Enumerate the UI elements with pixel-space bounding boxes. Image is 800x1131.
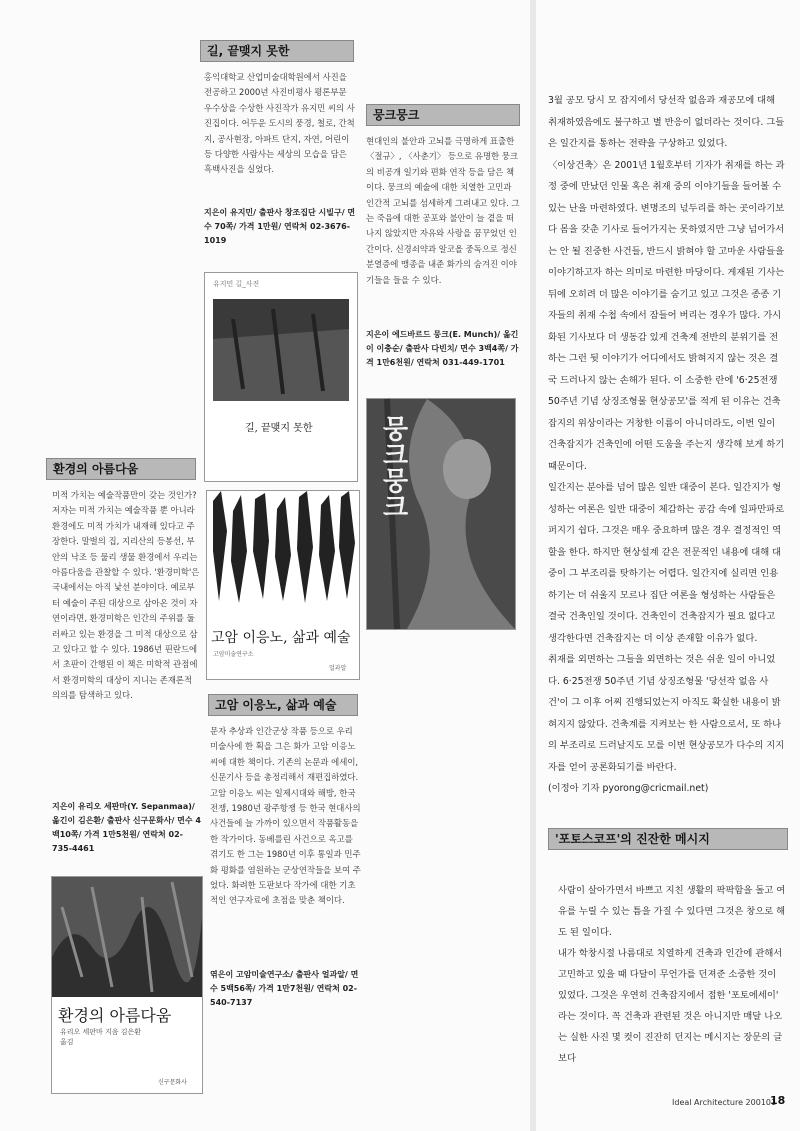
review-body-environment: 미적 가치는 예술작품만이 갖는 것인가? 저자는 미적 가치는 예술작품 뿐 아니라 환경에도 미적 가치가 내재해 있다고 주장한다. 말벌의 집, 지리산의 등봉선, 부안의 낙조 등 물리 생물 환경에서 우리는 아름다움을 관찰할 수 있다. '환경미학'은 국내에서는 아직 낯선 분야이다. 예로부터 예술이 주된 대상으로 삼아온 것이 자연이라면, 환경미학은 인간의 주위를 둘러싸고 있는 환경을 그 미적 대상으로 삼고 있다고 할 수 있다. 1986년 핀란드에서 초판이 간행된 이 책은 미학적 관점에서 환경미학의 대상이 지니는 존재론적 의의를 탐색하고 있다. bbox=[52, 490, 200, 701]
cover-publisher-goam: 얼과알 bbox=[329, 665, 347, 672]
section-body-photoscope bbox=[558, 880, 786, 1090]
section-heading-photoscope: '포토스코프'의 진잔한 메시지 bbox=[548, 828, 788, 850]
review-heading-environment: 환경의 아름다움 bbox=[46, 458, 196, 480]
cover-photo-road bbox=[213, 299, 349, 401]
book-cover-environment bbox=[51, 876, 203, 1094]
page-number: 18 bbox=[770, 1094, 786, 1107]
cover-publisher-environment: 신구문화사 bbox=[158, 1079, 187, 1086]
cover-art-environment bbox=[52, 877, 202, 997]
page-gutter bbox=[530, 0, 536, 1131]
cover-sub-environment: 유리오 세판마 지음 김은환 옮김 bbox=[60, 1028, 142, 1046]
article-paragraph: 일간지는 분야를 넘어 많은 일반 대중이 본다. 일간지가 형성하는 여론은 일반 대중이 체감하는 공감 속에 일파만파로 퍼지기 쉽다. 그것은 매우 중요하며 많은 경우 결정적인 역할을 한다. 하지만 현상설계 같은 전문적인 내용에 대해 대중이 그 부조리를 탓하기는 어렵다. 일간지에 실리면 인용하기는 더 쉬울지 모르나 집단 여론을 형성하는 사람들은 결국 건축인일 것이다. 건축인이 건축잡지가 필요 없다고 생각한다면 건축잡지는 더 이상 존재할 이유가 없다. bbox=[548, 482, 785, 644]
review-heading-road: 길, 끝맺지 못한 bbox=[200, 40, 354, 62]
review-info-environment: 지은이 유리오 세판마(Y. Sepanmaa)/ 옮긴이 김은환/ 출판사 신구문화사/ 면수 4백10쪽/ 가격 1만5천원/ 연락처 02-735-4461 bbox=[52, 802, 201, 853]
cover-art-goam bbox=[207, 491, 359, 611]
review-info-munch: 지은이 에드바르드 뭉크(E. Munch)/ 옮긴이 이충순/ 출판사 다빈치/ 면수 3백4쪽/ 가격 1만6천원/ 연락처 031-449-1701 bbox=[366, 330, 519, 367]
section-paragraph: 내가 학창시절 나름대로 치열하게 건축과 인간에 관해서 고민하고 있을 때 다달이 무언가를 던져준 소중한 것이 있었다. 그것은 우연히 건축잡지에서 접한 '포토에세이' 라는 것이다. 꼭 건축과 관련된 것은 아니지만 매달 나오는 실한 사진 몇 컷이 진잔히 던지는 메시지는 장문의 글보다 bbox=[558, 948, 783, 1064]
article-body bbox=[548, 90, 786, 794]
article-byline: (이정아 기자 pyorong@cricmail.net) bbox=[548, 783, 709, 794]
review-body-munch: 현대인의 불안과 고뇌를 극명하게 표출한 〈절규〉, 〈사춘기〉 등으로 유명한 뭉크의 비공개 일기와 편화 연작 등을 담은 책이다. 뭉크의 예술에 대한 치열한 고민과 인간적 고뇌를 섬세하게 그려내고 있다. 그는 죽음에 대한 공포와 불안이 늘 곁을 떠나지 않았지만 자유와 사랑을 꿈꾸었던 인간이다. 신경쇠약과 알코올 중독으로 정신분열증에 맹종을 내준 화가의 숨겨진 이야기들을 들을 수 있다. bbox=[366, 136, 520, 285]
review-heading-goam: 고암 이응노, 삶과 예술 bbox=[208, 694, 358, 716]
book-cover-road bbox=[204, 272, 358, 482]
review-info-goam: 엮은이 고암미술연구소/ 출판사 얼과알/ 면수 5백56쪽/ 가격 1만7천원/ 연락처 02-540-7137 bbox=[210, 970, 359, 1007]
article-paragraph: 취재를 외면하는 그들을 외면하는 것은 쉬운 일이 아니었다. 6·25전쟁 50주년 기념 상징조형물 '당선작 없음 사건'이 그 이후 어찌 진행되었는지 아직도 확실한 내용이 밝혀지지 않았다. 건축계를 지켜보는 한 사람으로서, 또 하나의 부조리로 드러날지도 모를 이번 현상공모가 다수의 지지자를 얻어 공론화되기를 바란다. bbox=[548, 654, 785, 773]
review-info-road: 지은이 유지민/ 출판사 창조집단 시빌구/ 면수 70쪽/ 가격 1만원/ 연락처 02-3676-1019 bbox=[204, 208, 356, 245]
cover-sub-goam: 고암미술연구소 bbox=[213, 651, 254, 658]
review-heading-munch: 뭉크뭉크 bbox=[366, 104, 520, 126]
cover-title-goam: 고암 이응노, 삶과 예술 bbox=[211, 630, 351, 646]
review-body-goam: 문자 추상과 인간군상 작품 등으로 우리 미술사에 한 획을 그은 화가 고암 이응노 씨에 대한 책이다. 기존의 논문과 에세이, 신문기사 등을 총정리해서 재편집하였다. 고암 이응노 씨는 일제시대와 해방, 한국전쟁, 1980년 광주항쟁 등 한국 현대사의 사건들에 늘 가까이 있으면서 작품활동을 한 작가이다. 동베를린 사건으로 옥고를 겪기도 한 그는 1980년 이후 통일과 민주화 평화를 염원하는 군상연작들을 보여 주었다. 화려한 도판보다 작가에 대한 기초적인 연구자료에 초점을 맞춘 책이다. bbox=[210, 726, 361, 906]
cover-title-environment: 환경의 아름다움 bbox=[58, 1006, 172, 1025]
article-paragraph: 3월 공모 당시 모 잡지에서 당선작 없음과 재공모에 대해 취재하였음에도 불구하고 별 반응이 없더라는 것이다. 그들은 일간지를 통하는 전략을 구상하고 있었다. bbox=[548, 95, 785, 149]
article-paragraph: 〈이상건축〉은 2001년 1월호부터 기자가 취재를 하는 과정 중에 만났던 인물 혹은 취재 중의 이야기들을 들어볼 수 있는 난을 마련하였다. 변명조의 넋두리를 하는 곳이라기보다 몸을 갖춘 기사로 들어가지는 못하였지만 그냥 넘어가서는 안 될 진중한 사건들, 반드시 밝혀야 할 고마운 사람들을 이야기하고자 하는 의미로 마련한 마당이다. 게재된 기사는 뒤에 오히려 더 많은 이야기를 숨기고 있고 그것은 종종 기자들의 취재 수첩 속에서 잠들어 버리는 경우가 많다. 가시화된 기사보다 더 생동감 있게 건축계 전반의 분위기를 전하는 그런 뒷 이야기가 어디에서도 밝혀지지 않는 것은 결국 드러나지 않는 손해가 된다. 이 소중한 란에 '6·25전쟁 50주년 기념 상징조형물 현상공모'를 적게 된 이유는 건축잡지의 위상이라는 거창한 이름이 아니더라도, 이번 일이 건축잡지가 건축인에 어떤 도움을 주는지 생각해 보게 하기 때문이다. bbox=[548, 159, 785, 472]
cover-title-road: 길, 끝맺지 못한 bbox=[245, 423, 313, 434]
review-body-road: 홍익대학교 산업미술대학원에서 사진을 전공하고 2000년 사진비평사 평론부문 우수상을 수상한 사진작가 유지민 씨의 사진집이다. 어두운 도시의 풍경, 철로, 간척지, 공사현장, 아파트 단지, 자연, 어린이 등 다양한 사람사는 세상의 모습을 담은 흑백사진을 실었다. bbox=[204, 72, 355, 175]
section-paragraph: 사람이 살아가면서 바쁘고 지친 생활의 팍팍함을 돌고 여유를 누릴 수 있는 틈을 가질 수 있다면 그것은 창으로 해도 된 일이다. bbox=[558, 885, 786, 938]
book-cover-goam bbox=[206, 490, 360, 680]
cover-top-road: 유지민 길_사진 bbox=[213, 280, 260, 288]
book-cover-munch bbox=[366, 398, 516, 630]
magazine-footer: Ideal Architecture 200101 bbox=[672, 1098, 777, 1107]
cover-title-munch: 뭉크뭉크 bbox=[378, 415, 408, 519]
